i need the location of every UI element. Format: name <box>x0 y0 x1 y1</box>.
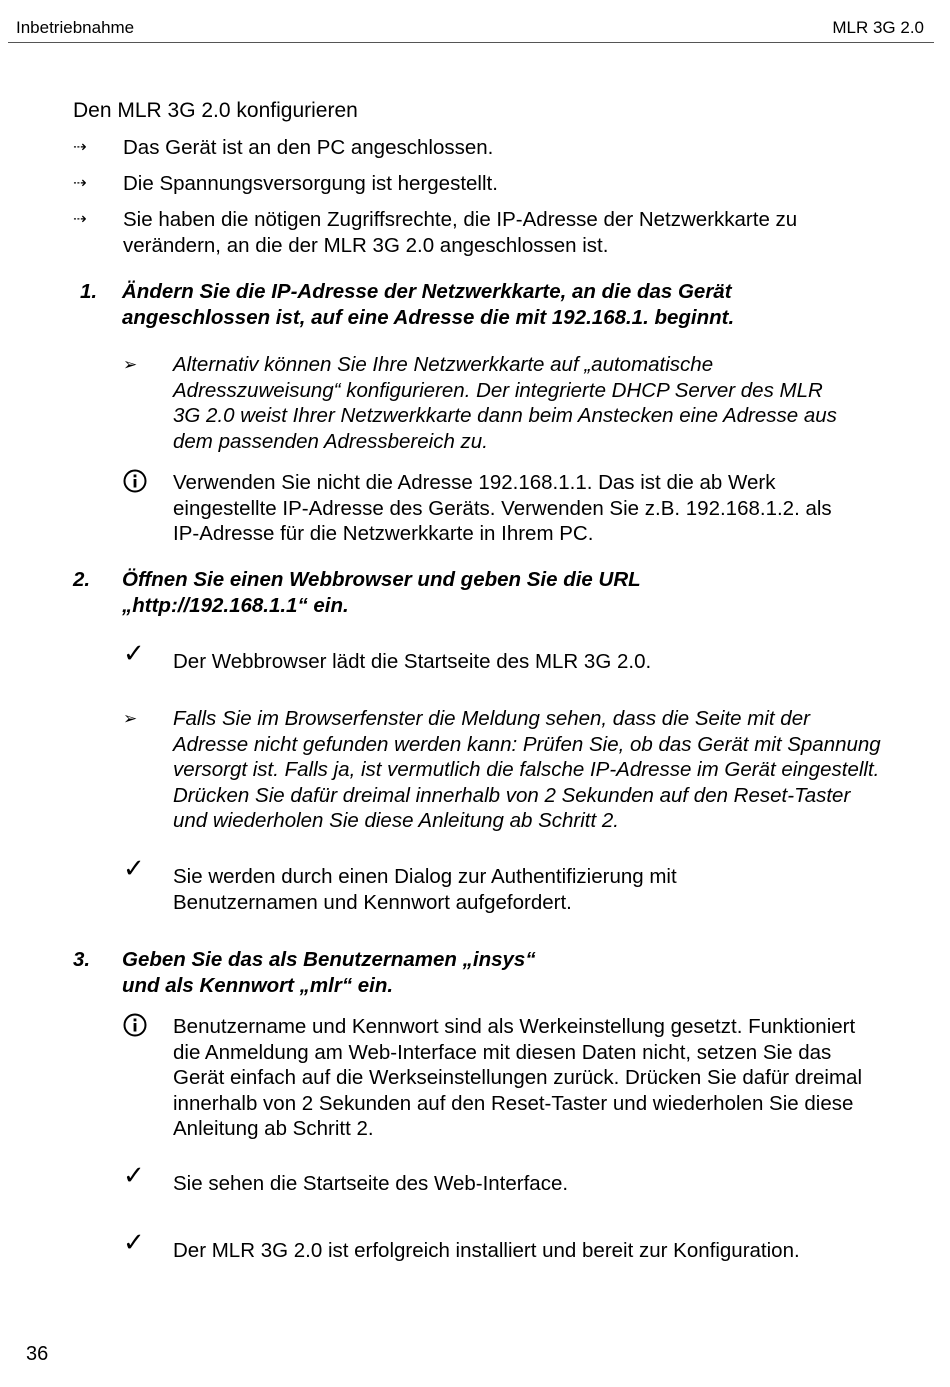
section-title: Den MLR 3G 2.0 konfigurieren <box>73 99 358 122</box>
step-2-result-1: Der Webbrowser lädt die Startseite des MLR 3G 2.0. <box>173 650 652 673</box>
step-2-alternative: Falls Sie im Browserfenster die Meldung sehen, dass die Seite mit der Adresse nicht gefunden werden kann: Prüfen Sie, ob das Gerät mit Spannung versorgt ist. Falls ja, ist vermutlich die falsche IP-Adresse im Gerät eingestellt. Drücken Sie dafür dreimal innerhalb von 2 Sekunden auf den Reset-Taster und wiederholen Sie diese Anleitung ab Schritt 2. <box>173 707 881 833</box>
step-number: 3. <box>73 948 91 971</box>
prerequisite-arrow-icon: ⇢ <box>73 139 87 156</box>
checkmark-icon: ✓ <box>123 1160 145 1190</box>
checkmark-icon: ✓ <box>123 638 145 668</box>
page-number: 36 <box>26 1343 49 1365</box>
step-3-result-1: Sie sehen die Startseite des Web-Interface. <box>173 1172 569 1195</box>
running-header-product: MLR 3G 2.0 <box>832 18 924 37</box>
prerequisite-2: Die Spannungsversorgung ist hergestellt. <box>123 172 498 195</box>
step-1-info: Verwenden Sie nicht die Adresse 192.168.1.1. Das ist die ab Werk eingestellte IP-Adresse des Geräts. Verwenden Sie z.B. 192.168.1.2. als IP-Adresse für die Netzwerkkarte in Ihrem PC. <box>173 471 832 546</box>
chevron-right-icon: ➢ <box>123 355 138 374</box>
step-3-result-2: Der MLR 3G 2.0 ist erfolgreich installiert und bereit zur Konfiguration. <box>173 1239 800 1262</box>
prerequisite-1: Das Gerät ist an den PC angeschlossen. <box>123 136 494 159</box>
step-3-instruction-line-1: Geben Sie das als Benutzernamen „insys“ <box>122 948 536 971</box>
step-3-info: Benutzername und Kennwort sind als Werkeinstellung gesetzt. Funktioniert die Anmeldung am Web-Interface mit diesen Daten nicht, setzen Sie das Gerät einfach auf die Werkseinstellungen zurück. Drücken Sie dafür dreimal innerhalb von 2 Sekunden auf den Reset-Taster und wiederholen Sie diese Anleitung ab Schritt 2. <box>173 1015 862 1141</box>
step-2-instruction: Öffnen Sie einen Webbrowser und geben Sie die URL „http://192.168.1.1“ ein. <box>122 568 641 617</box>
header-divider <box>8 42 934 43</box>
step-1-alternative: Alternativ können Sie Ihre Netzwerkkarte auf „automatische Adresszuweisung“ konfigurieren. Der integrierte DHCP Server des MLR 3G 2.0 weist Ihrer Netzwerkkarte dann beim Anstecken eine Adresse aus dem passenden Adressbereich zu. <box>173 353 837 453</box>
step-3-instruction-line-2: und als Kennwort „mlr“ ein. <box>122 974 394 997</box>
prerequisite-3: Sie haben die nötigen Zugriffsrechte, die IP-Adresse der Netzwerkkarte zu verändern, an die der MLR 3G 2.0 angeschlossen ist. <box>123 208 798 257</box>
prerequisite-arrow-icon: ⇢ <box>73 175 87 192</box>
step-2-result-2: Sie werden durch einen Dialog zur Authentifizierung mit Benutzernamen und Kennwort aufgefordert. <box>173 865 677 914</box>
info-icon <box>123 1013 147 1037</box>
step-1-instruction: Ändern Sie die IP-Adresse der Netzwerkkarte, an die das Gerät angeschlossen ist, auf eine Adresse die mit 192.168.1. beginnt. <box>122 280 735 329</box>
checkmark-icon: ✓ <box>123 1227 145 1257</box>
info-icon <box>123 469 147 493</box>
chevron-right-icon: ➢ <box>123 709 138 728</box>
prerequisite-arrow-icon: ⇢ <box>73 211 87 228</box>
checkmark-icon: ✓ <box>123 853 145 883</box>
step-number: 1. <box>80 280 98 303</box>
step-number: 2. <box>73 568 91 591</box>
running-header-chapter: Inbetriebnahme <box>16 18 135 37</box>
